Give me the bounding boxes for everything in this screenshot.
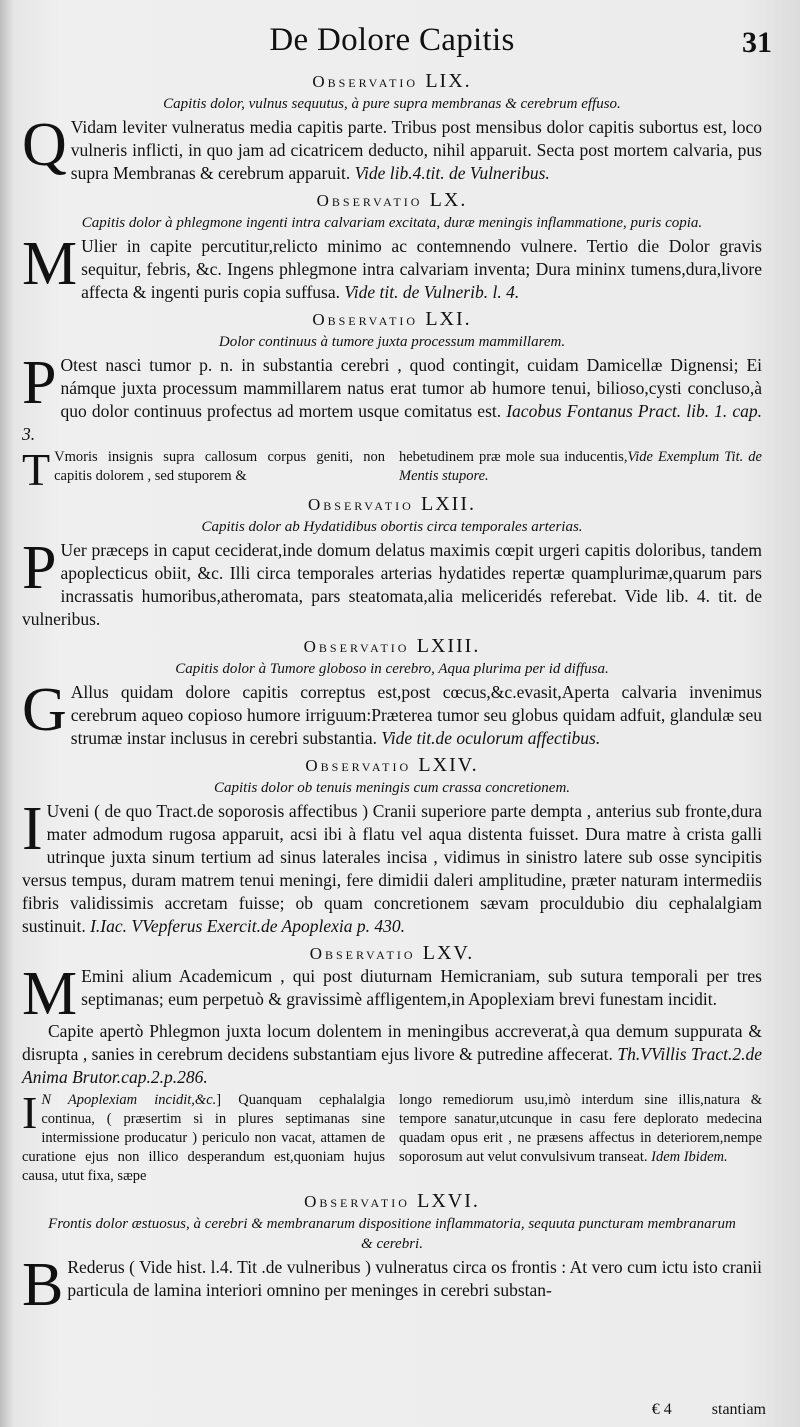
observation-text: B Rederus ( Vide hist. l.4. Tit .de vulneribus ) vulneratus circa os frontis : At vero cum ictu isto cranii particula de lamina interiori omnino per meninges in cerebri substan-	[22, 1251, 762, 1319]
page-header	[22, 18, 772, 66]
observation-heading: Observatio LXIII.	[303, 635, 481, 657]
observation-heading: Observatio LXVI.	[304, 1190, 480, 1212]
observation-text: Q Vidam leviter vulneratus media capitis parte. Tribus post mensibus dolor capitis subortus est, loco vulneris inflicti, in quo jam ad cicatricem deducto, nihil apparuit. Secta post mortem calvaria, pus supra Membranas & cerebrum apparuit. Vide lib.4.tit. de Vulneribus.	[22, 111, 762, 183]
observation-summary: Capitis dolor ob tenuis meningis cum crassa concretionem.	[213, 780, 571, 796]
citation: Vide tit.de oculorum affectibus.	[381, 728, 601, 748]
page-footer	[652, 1401, 766, 1419]
observation-summary: Capitis dolor à phlegmone ingenti intra calvariam excitata, duræ meningis inflammatione, puris copia.	[81, 215, 703, 231]
observation-text-continued: Capite apertò Phlegmon juxta locum dolentem in meningibus accreverat,à qua demum suppurata & disrupta , sanies in cerebrum decidens substantiam ejus livore & putredine affecerat. Th.VVillis Tract.2.de Anima Brutor.cap.2.p.286.	[22, 1021, 763, 1087]
observation-lx	[22, 189, 762, 304]
observation-heading: Observatio LXII.	[307, 493, 476, 515]
drop-cap: M	[22, 230, 78, 298]
observation-lxiii	[22, 635, 762, 750]
observation-text: P Uer præceps in caput ceciderat,inde domum delatus maximis cœpit urgeri capitis doloribus, tandem apoplecticus obiit, &c. Illi circa temporales arterias hydatides repertæ quamplurimæ,quarum pars incrassatis humoribus,atheromata, pars steatomata,alia meliceridés referebat. Vide lib. 4. tit. de vulneribus.	[22, 534, 762, 629]
observation-lxii	[22, 493, 762, 631]
drop-cap: T	[22, 444, 51, 495]
observation-lxvi	[22, 1190, 762, 1319]
observation-text: I Uveni ( de quo Tract.de soporosis affectibus ) Cranii superiore parte dempta , anterius sub fronte,dura mater admodum rugosa apparuit, acsi ibi à flatu vel aqua distenta fuisset. Dura matre à crista galli utrinque juxta sinum tertium ad sinus laterales incisa , vidimus in sinistro latere sub osse syncipitis versus tempus, duram matrem tenui meningi, fere dimidii daleri amplitudine, præter naturam intermediis fibris validissimis accretam fuisse; ob quam concretionem sævam proculdubio diu cephalalgiam sustinuit. I.Iac. VVepferus Exercit.de Apoplexia p. 430.	[22, 795, 762, 936]
citation: Th.VVillis Tract.2.de Anima Brutor.cap.2.p.286.	[22, 1044, 763, 1087]
observation-heading: Observatio LIX.	[312, 70, 472, 92]
annotation-two-column	[22, 444, 762, 495]
drop-cap: G	[22, 676, 67, 744]
drop-cap: Q	[22, 111, 67, 179]
observation-lxi	[22, 308, 763, 495]
citation: Iacobus Fontanus Pract. lib. 1. cap. 3.	[22, 401, 763, 444]
citation: N Apoplexiam incidit,&c.	[41, 1092, 217, 1108]
observation-summary: Capitis dolor, vulnus sequutus, à pure supra membranas & cerebrum effuso.	[163, 96, 621, 112]
observation-text: P Otest nasci tumor p. n. in substantia cerebri , quod contingit, cuidam Damicellæ Dignensi; Ei námque juxta processum mammillarem natus erat tumor ab humore tenui, bilioso,cysti concluso,à quo dolor continuus profectus ad mortem usque comitatus est. Iacobus Fontanus Pract. lib. 1. cap. 3.	[22, 349, 763, 444]
drop-cap: P	[22, 349, 57, 417]
observation-lxiv	[22, 754, 762, 938]
observation-summary: Capitis dolor à Tumore globoso in cerebro, Aqua plurima per id diffusa.	[175, 661, 609, 677]
citation: Vide Exemplum Tit. de Mentis stupore.	[399, 449, 762, 484]
observation-summary: Frontis dolor æstuosus, à cerebri & membranarum dispositione inflammatoria, sequuta puncturam membranarum & cerebri.	[48, 1216, 736, 1252]
citation: Idem Ibidem.	[651, 1149, 728, 1165]
observation-text: G Allus quidam dolore capitis correptus est,post cœcus,&c.evasit,Aperta calvaria invenimus cerebrum aqueo copioso humore irriguum:Præterea tumor seu globus quidam adfuit, glandulæ seu strumæ instar inclusus in cerebri substantia. Vide tit.de oculorum affectibus.	[22, 676, 762, 748]
drop-cap: B	[22, 1251, 64, 1319]
observation-text: M Ulier in capite percutitur,relicto minimo ac contemnendo vulnere. Tertio die Dolor gravis sequitur, febris, &c. Ingens phlegmone intra calvariam inventa; Dura mininx tumens,dura,livore affecta & ingenti puris copia suffusa. Vide tit. de Vulnerib. l. 4.	[22, 230, 762, 302]
catchword: stantiam	[711, 1401, 766, 1418]
annotation-right: hebetudinem præ mole sua inducentis,Vide Exemplum Tit. de Mentis stupore.	[399, 449, 762, 484]
annotation-two-column	[22, 1087, 762, 1186]
running-title: De Dolore Capitis	[269, 22, 515, 58]
citation: Vide lib.4.tit. de Vulneribus.	[354, 163, 550, 183]
observation-lxv	[22, 942, 762, 1186]
citation: I.Iac. VVepferus Exercit.de Apoplexia p. 430.	[90, 916, 405, 936]
page-number: 31	[742, 26, 772, 59]
observation-heading: Observatio LXI.	[312, 308, 472, 330]
drop-cap: I	[22, 795, 43, 863]
signature-mark: € 4	[651, 1401, 672, 1418]
annotation-left: T Vmoris insignis supra callosum corpus geniti, non capitis dolorem , sed stuporem &	[22, 444, 385, 495]
observation-text: M Emini alium Academicum , qui post diuturnam Hemicraniam, sub sutura temporali per tres septimanas; eum perpetuò & gravissimè affligentem,in Apoplexiam brevi funestam incidit.	[22, 960, 762, 1028]
observation-heading: Observatio LX.	[316, 189, 468, 211]
observation-summary: Dolor continuus à tumore juxta processum mammillarem.	[218, 334, 566, 350]
drop-cap: M	[22, 960, 78, 1028]
annotation-right: longo remediorum usu,imò interdum sine illis,natura & tempore sanatur,utcunque in casu fere deplorato medecina quadam opus erit , ne præsens affectus in deteriorem,nempe soporosum aut velut convulsivum transeat. Idem Ibidem.	[399, 1092, 762, 1165]
drop-cap: P	[22, 534, 57, 602]
observation-heading: Observatio LXV.	[309, 942, 475, 964]
observation-lix	[22, 70, 762, 185]
observation-heading: Observatio LXIV.	[305, 754, 479, 776]
annotation-left: I N Apoplexiam incidit,&c.] Quanquam cephalalgia continua, ( præsertim si in plures septimanas sine intermissione producatur ) periculo non vacat, attamen de curatione ejus non illico desperandum est,quoniam hujus causa, utut fixa, sæpe	[22, 1087, 386, 1184]
citation: Vide tit. de Vulnerib. l. 4.	[344, 282, 520, 302]
drop-cap: I	[22, 1087, 38, 1138]
observation-summary: Capitis dolor ab Hydatidibus obortis circa temporales arterias.	[201, 519, 583, 535]
